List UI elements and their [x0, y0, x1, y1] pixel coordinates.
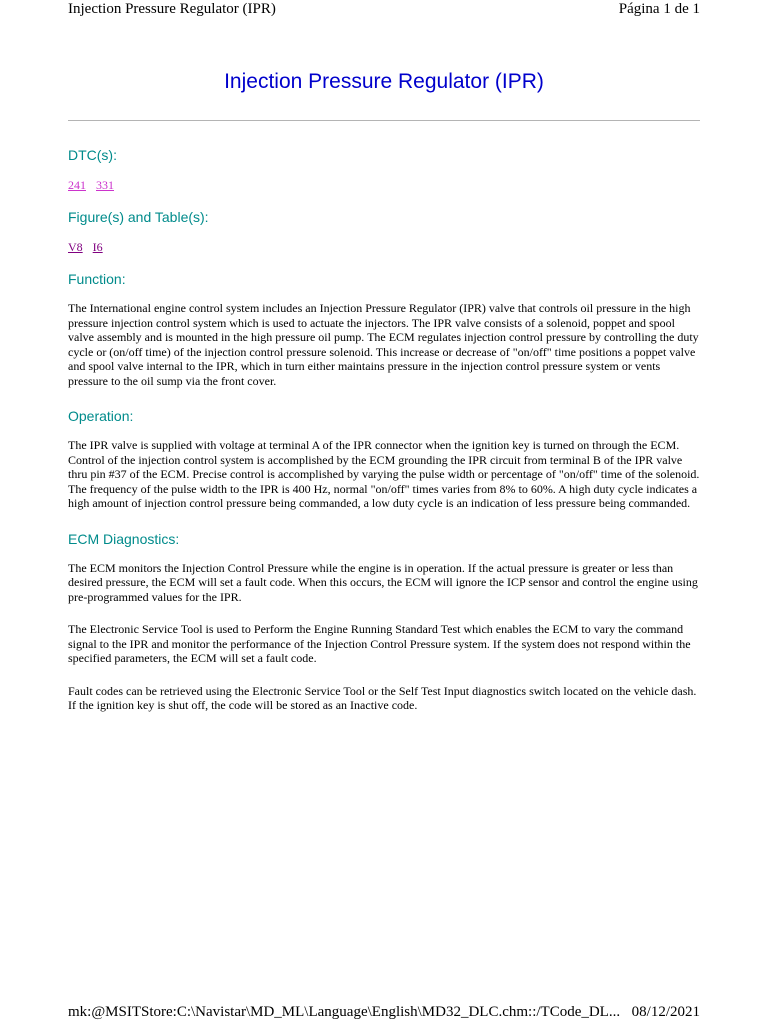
- print-header: [68, 1, 700, 18]
- figures-heading: Figure(s) and Table(s):: [68, 209, 209, 225]
- figure-link-i6[interactable]: I6: [92, 240, 103, 254]
- diagnostics-paragraph-2: The Electronic Service Tool is used to Perform the Engine Running Standard Test which enables the ECM to vary the command signal to the IPR and monitor the performance of the Injection Control Pressure system. If the system does not respond within the specified parameters, the ECM will set a fault code.: [68, 622, 691, 665]
- figure-link-v8[interactable]: V8: [68, 240, 83, 254]
- operation-heading: Operation:: [68, 408, 134, 424]
- title-divider: [68, 120, 700, 121]
- footer-date: 08/12/2021: [631, 1004, 700, 1020]
- function-heading: Function:: [68, 271, 126, 287]
- dtc-heading: DTC(s):: [68, 147, 117, 163]
- footer-source-path: mk:@MSITStore:C:\Navistar\MD_ML\Language\English\MD32_DLC.chm::/TCode_DL...: [68, 1004, 621, 1020]
- figure-links: [68, 239, 700, 255]
- header-doc-title: Injection Pressure Regulator (IPR): [68, 1, 276, 17]
- diagnostics-paragraph-1: The ECM monitors the Injection Control Pressure while the engine is in operation. If the actual pressure is greater or less than desired pressure, the ECM will set a fault code. When this occurs, the ECM will ignore the ICP sensor and control the engine using pre-programmed values for the IPR.: [68, 560, 698, 604]
- dtc-link-241[interactable]: 241: [68, 178, 86, 192]
- ecm-diagnostics-heading: ECM Diagnostics:: [68, 530, 180, 547]
- header-page-number: Página 1 de 1: [618, 1, 700, 17]
- function-paragraph: The International engine control system includes an Injection Pressure Regulator (IPR) valve that controls oil pressure in the high pressure injection control system which is used to actuate the injectors. The IPR valve consists of a solenoid, poppet and spool valve assembly and is mounted in the high pressure oil pump. The ECM regulates injection control pressure by controlling the duty cycle or (on/off time) of the injection control pressure solenoid. This increase or decrease of "on/off" time positions a poppet valve and spool valve internal to the IPR, which in turn either maintains pressure in the injection control pressure system or vents pressure to the oil sump via the front cover.: [68, 301, 699, 388]
- diagnostics-paragraph-3: Fault codes can be retrieved using the Electronic Service Tool or the Self Test Input diagnostics switch located on the vehicle dash. If the ignition key is shut off, the code will be stored as an Inactive code.: [68, 683, 697, 712]
- dtc-link-331[interactable]: 331: [96, 178, 114, 192]
- main-content: [68, 145, 700, 731]
- operation-paragraph: The IPR valve is supplied with voltage at terminal A of the IPR connector when the ignition key is turned on through the ECM. Control of the injection control system is accomplished by the ECM grounding the IPR circuit from terminal B of the IPR valve thru pin #37 of the ECM. Precise control is accomplished by varying the pulse width or percentage of "on/off" time of the solenoid. The frequency of the pulse width to the IPR is 400 Hz, normal "on/off" times varies from 8% to 60%. A high duty cycle indicates a high amount of injection control pressure being commanded, a low duty cycle is an indication of less pressure being commanded.: [68, 438, 700, 510]
- print-footer: [68, 1004, 700, 1021]
- dtc-links: [68, 177, 700, 193]
- page-title: Injection Pressure Regulator (IPR): [224, 70, 544, 93]
